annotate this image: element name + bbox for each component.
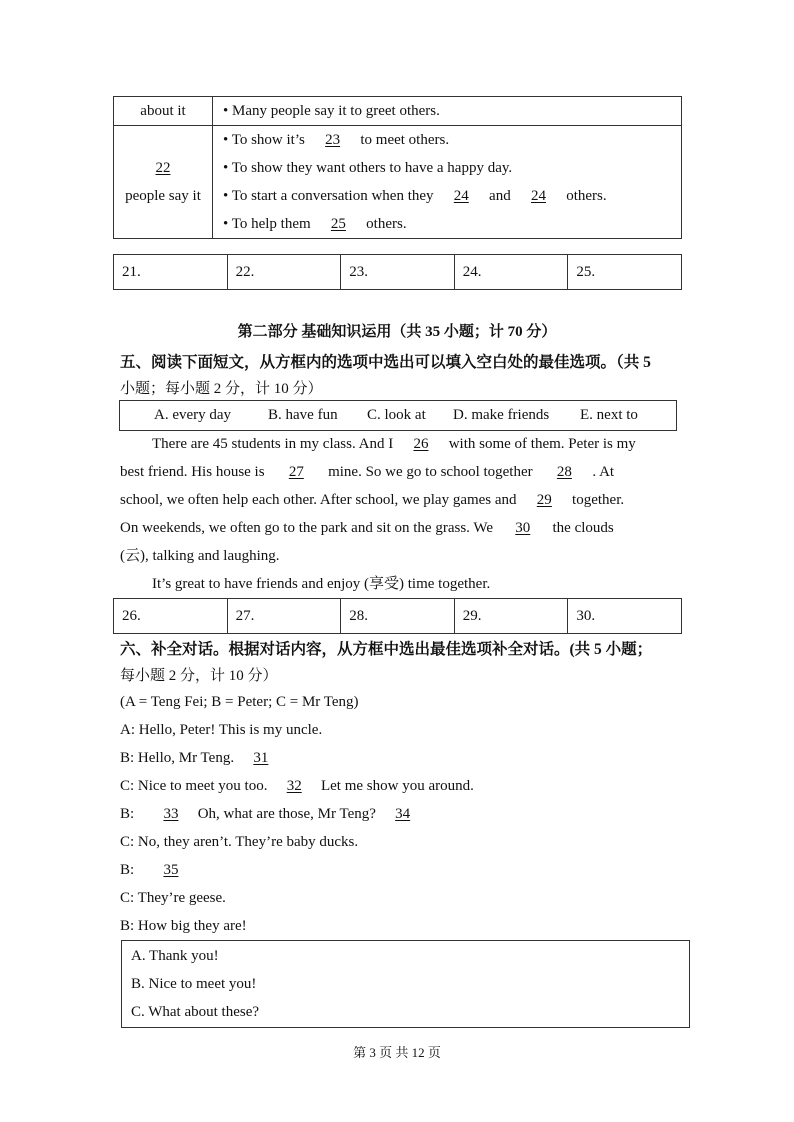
passage-text: with some of them. Peter is my [448, 436, 636, 452]
passage-line [120, 458, 676, 486]
blank-25: 25 [330, 216, 346, 232]
option-d: D. make friends [453, 407, 550, 423]
table-cell-content: • Many people say it to greet others. [213, 97, 682, 126]
blank-24a: 24 [453, 188, 469, 204]
blank-29: 29 [536, 492, 552, 508]
reason-text: to meet others. [360, 132, 450, 148]
dialogue-line: B: How big they are! [120, 918, 247, 934]
dialogue-text: B: [120, 862, 135, 878]
passage-text: school, we often help each other. After school, we play games and [120, 492, 517, 508]
reason-text: • To show it’s [223, 132, 305, 148]
answer-cell-27[interactable]: 27. [227, 599, 341, 634]
table-row [114, 126, 682, 239]
passage-text: mine. So we go to school together [328, 464, 533, 480]
answer-table-21-25 [113, 254, 682, 290]
table-row [114, 599, 682, 634]
dialogue-text: Let me show you around. [320, 778, 474, 794]
section5-heading-line2: 小题；每小题 2 分，计 10 分） [120, 381, 323, 397]
dialogue-options-box [121, 940, 690, 1028]
blank-34: 34 [395, 806, 411, 822]
reason-line: • To show they want others to have a happy day. [223, 160, 513, 176]
answer-cell-21[interactable]: 21. [114, 255, 228, 290]
reason-line [223, 182, 681, 210]
table-cell-label [114, 126, 213, 239]
reason-text: and [489, 188, 511, 204]
table-row [114, 97, 682, 126]
table-row [114, 255, 682, 290]
dialogue-line [120, 772, 680, 800]
answer-cell-24[interactable]: 24. [454, 255, 568, 290]
table-cell-label: about it [114, 97, 213, 126]
reason-line [223, 126, 681, 154]
option-c: C. look at [367, 407, 426, 423]
passage-line [120, 514, 676, 542]
dialogue-option-c: C. What about these? [131, 1004, 260, 1020]
passage-line: (云), talking and laughing. [120, 548, 280, 564]
blank-33: 33 [163, 806, 179, 822]
answer-cell-25[interactable]: 25. [568, 255, 682, 290]
passage-text: the clouds [552, 520, 614, 536]
section5-heading: 五、阅读下面短文，从方框内的选项中选出可以填入空白处的最佳选项。（共 5 [120, 354, 651, 371]
info-table [113, 96, 682, 239]
answer-cell-22[interactable]: 22. [227, 255, 341, 290]
reason-text: others. [566, 188, 607, 204]
dialogue-line: A: Hello, Peter! This is my uncle. [120, 722, 323, 738]
answer-cell-28[interactable]: 28. [341, 599, 455, 634]
dialogue-roles: (A = Teng Fei; B = Peter; C = Mr Teng) [120, 694, 359, 710]
dialogue-option-b: B. Nice to meet you! [131, 976, 257, 992]
section6-heading: 六、补全对话。根据对话内容，从方框中选出最佳选项补全对话。(共 5 小题； [120, 641, 653, 658]
option-a: A. every day [154, 407, 232, 423]
dialogue-text: B: [120, 806, 135, 822]
blank-28: 28 [556, 464, 572, 480]
dialogue-line [120, 800, 680, 828]
passage-text: best friend. His house is [120, 464, 265, 480]
blank-32: 32 [286, 778, 302, 794]
blank-24b: 24 [530, 188, 546, 204]
table-cell-content [213, 126, 682, 239]
dialogue-line: C: They’re geese. [120, 890, 226, 906]
passage-text: On weekends, we often go to the park and sit on the grass. We [120, 520, 494, 536]
passage [120, 430, 676, 598]
part-title: 第二部分 基础知识运用（共 35 小题；计 70 分） [237, 324, 557, 340]
option-e: E. next to [580, 407, 638, 423]
dialogue-line [120, 744, 680, 772]
dialogue-option-a: A. Thank you! [131, 948, 219, 964]
blank-27: 27 [288, 464, 304, 480]
blank-30: 30 [515, 520, 531, 536]
page-number: 第 3 页 共 12 页 [353, 1045, 441, 1060]
blank-35: 35 [163, 862, 179, 878]
answer-cell-29[interactable]: 29. [454, 599, 568, 634]
answer-table-26-30 [113, 598, 682, 634]
blank-26: 26 [413, 436, 429, 452]
passage-line [120, 430, 676, 458]
passage-text: There are 45 students in my class. And I [152, 436, 394, 452]
blank-23: 23 [325, 132, 341, 148]
answer-cell-30[interactable]: 30. [568, 599, 682, 634]
passage-text: . At [592, 464, 615, 480]
dialogue-line: C: No, they aren’t. They’re baby ducks. [120, 834, 359, 850]
blank-31: 31 [253, 750, 269, 766]
dialogue-text: B: Hello, Mr Teng. [120, 750, 235, 766]
dialogue-line [120, 856, 680, 884]
reason-text: • To start a conversation when they [223, 188, 434, 204]
reason-text: others. [366, 216, 407, 232]
answer-cell-23[interactable]: 23. [341, 255, 455, 290]
passage-text: together. [572, 492, 625, 508]
option-b: B. have fun [268, 407, 338, 423]
blank-22: 22 [155, 160, 171, 176]
dialogue-text: Oh, what are those, Mr Teng? [197, 806, 376, 822]
passage-line: It’s great to have friends and enjoy (享受) time together. [152, 576, 491, 592]
options-box [119, 400, 677, 431]
reason-line [223, 210, 681, 238]
table-cell-label-text: people say it [125, 188, 201, 204]
dialogue-text: C: Nice to meet you too. [120, 778, 268, 794]
answer-cell-26[interactable]: 26. [114, 599, 228, 634]
section6-heading-line2: 每小题 2 分，计 10 分） [120, 668, 278, 684]
passage-line [120, 486, 676, 514]
dialogue [120, 688, 680, 940]
reason-text: • To help them [223, 216, 311, 232]
